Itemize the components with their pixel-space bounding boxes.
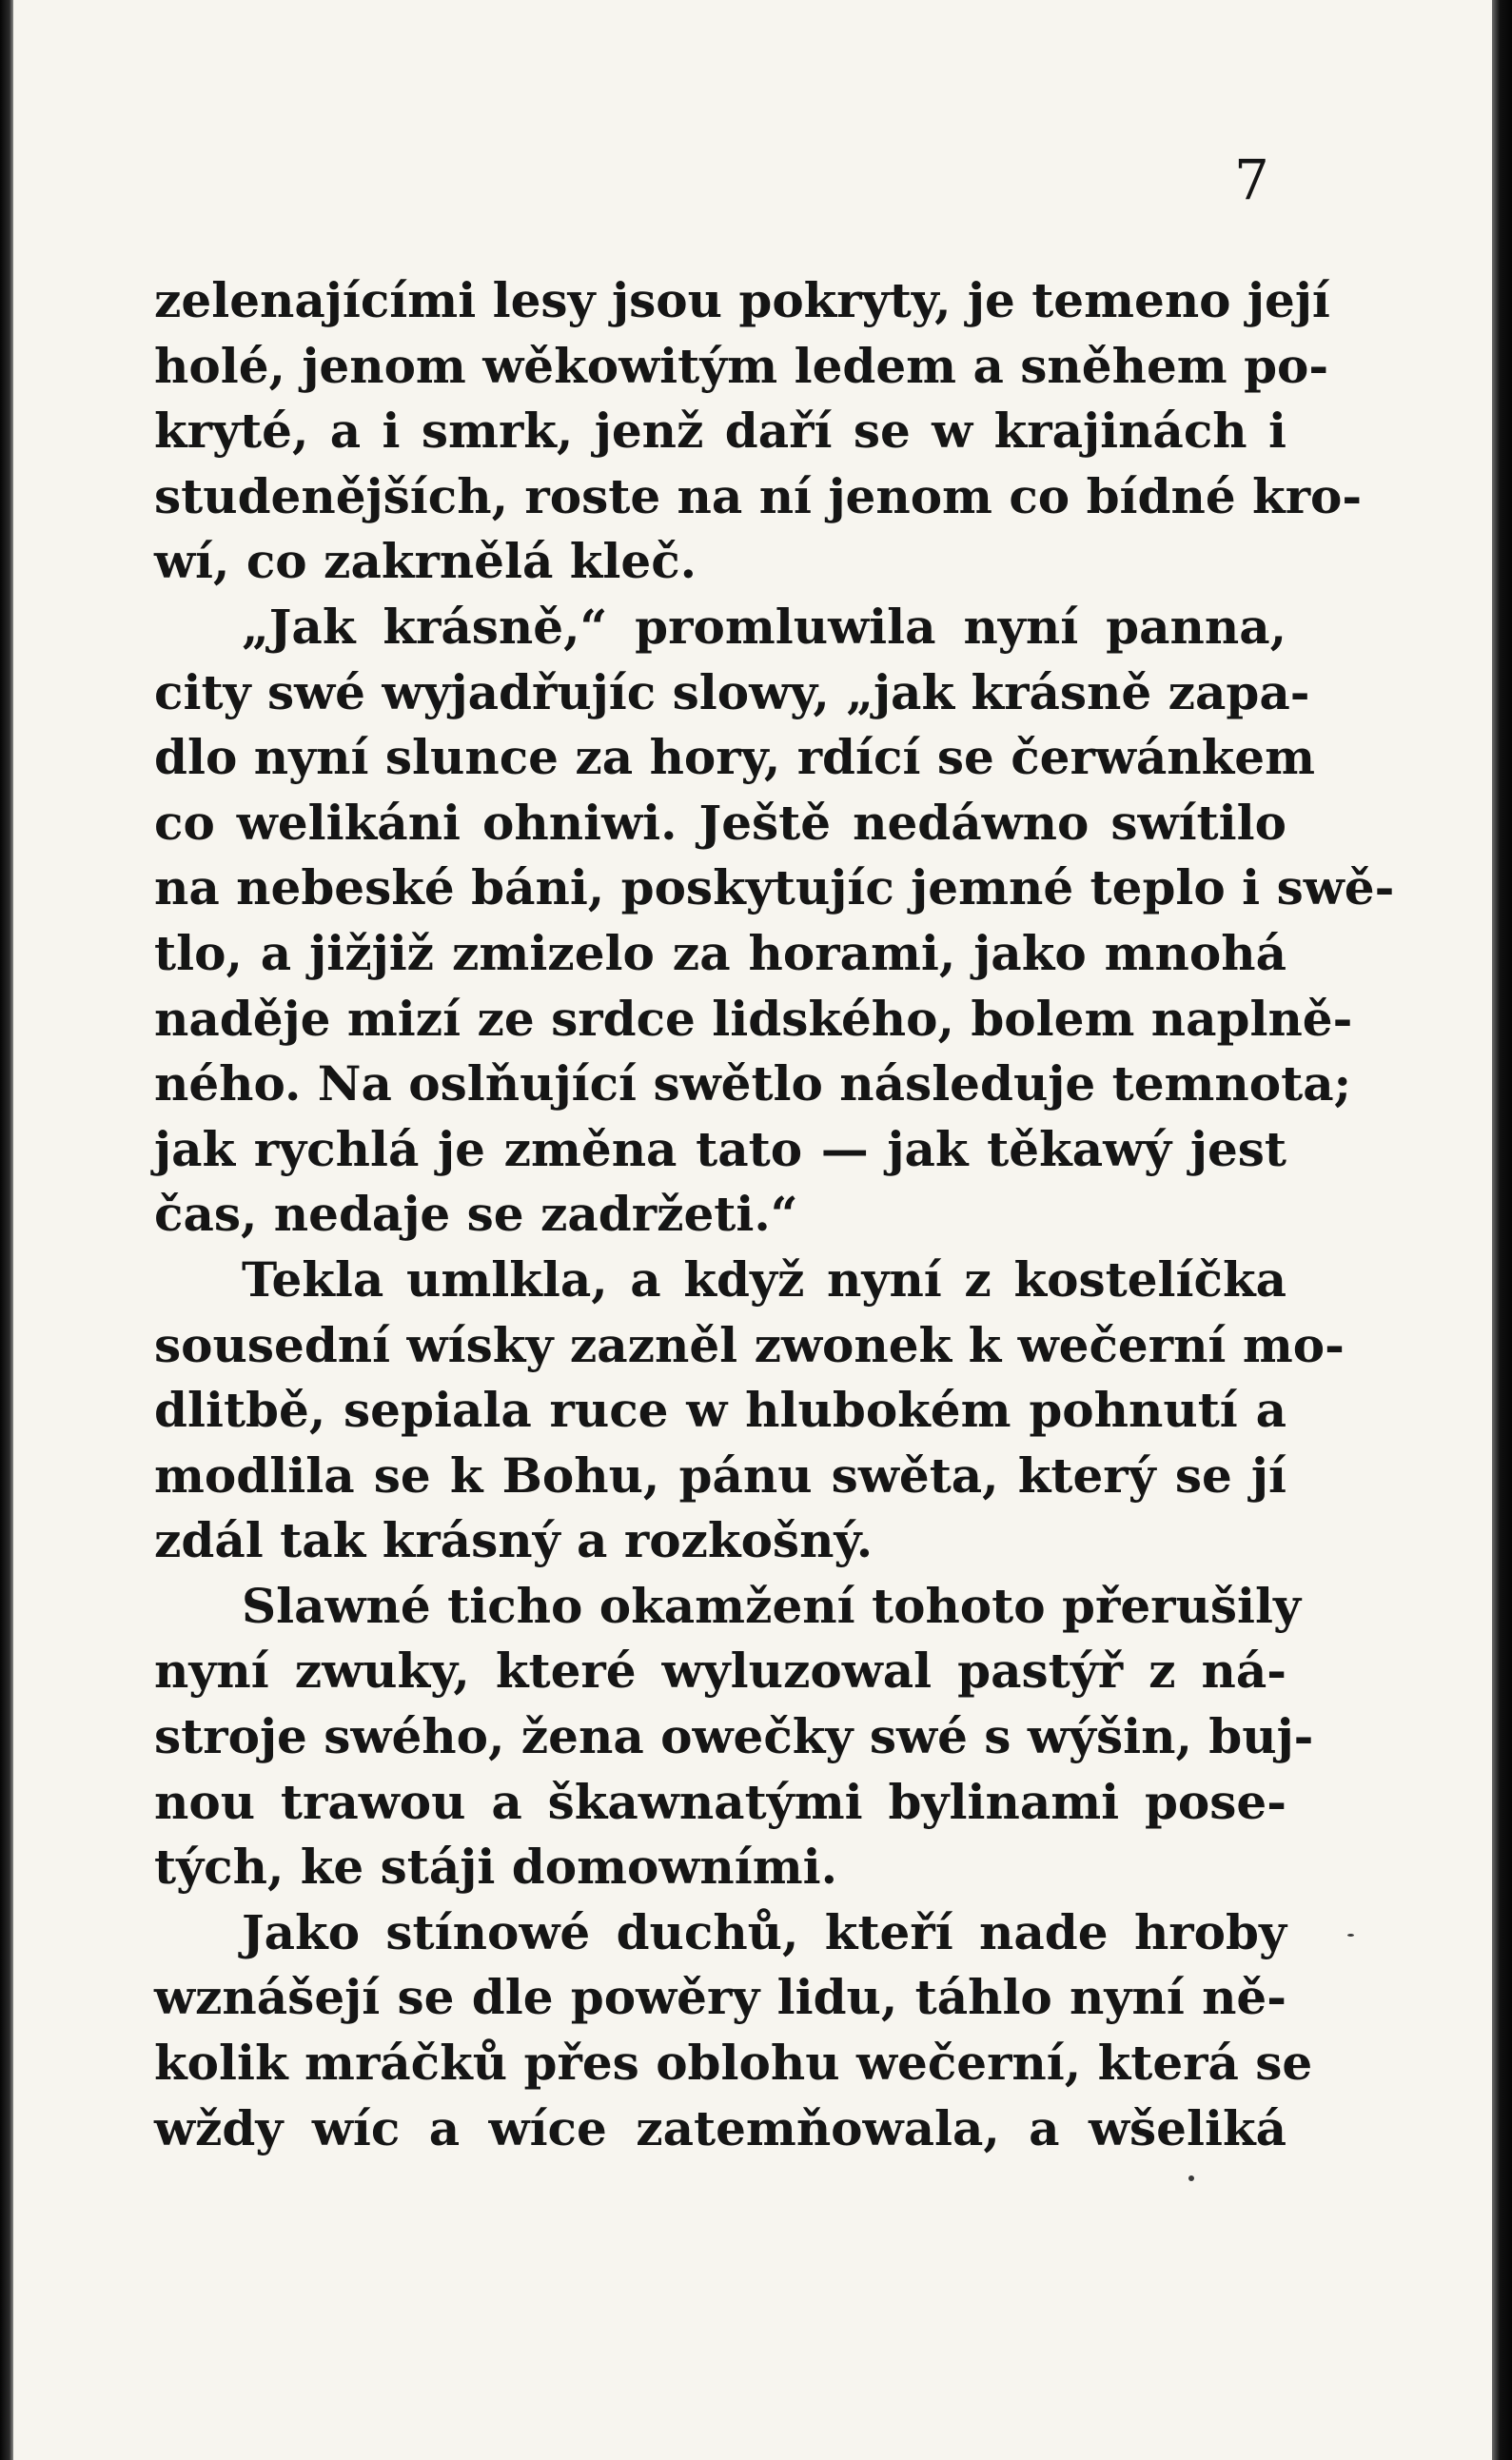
text-line: Tekla umlkla, a když nyní z kostelíčka <box>242 1250 1286 1308</box>
text-line: čas, nedaje se zadržeti.“ <box>154 1186 798 1243</box>
text-line: ného. Na oslňující swětlo následuje temnota; <box>154 1055 1352 1112</box>
page-number: 7 <box>1234 148 1269 212</box>
text-line: stroje swého, žena owečky swé s wýšin, buj- <box>154 1708 1314 1765</box>
text-line: wždy wíc a wíce zatemňowala, a wšeliká <box>154 2099 1286 2156</box>
text-line: nyní zwuky, které wyluzowal pastýř z ná- <box>154 1643 1286 1700</box>
text-line: nou trawou a škawnatými bylinami pose- <box>154 1773 1286 1830</box>
text-line: na nebeské báni, poskytujíc jemné teplo i swě- <box>154 859 1395 916</box>
text-line: dlitbě, sepiala ruce w hlubokém pohnutí a <box>154 1382 1286 1439</box>
text-line: holé, jenom wěkowitým ledem a sněhem po- <box>154 337 1329 394</box>
text-line: modlila se k Bohu, pánu swěta, který se jí <box>154 1446 1286 1504</box>
text-line: studenějších, roste na ní jenom co bídné kro- <box>154 467 1363 524</box>
text-line: tých, ke stáji domowními. <box>154 1839 838 1896</box>
text-line: jak rychlá je změna tato — jak těkawý jest <box>154 1120 1286 1177</box>
scan-edge-left <box>0 0 13 2460</box>
scan-edge-right <box>1492 0 1512 2460</box>
text-line: dlo nyní slunce za hory, rdící se čerwánkem <box>154 729 1315 786</box>
text-line: Slawné ticho okamžení tohoto přerušily <box>242 1577 1302 1634</box>
text-line: sousední wísky zazněl zwonek k wečerní mo- <box>154 1316 1345 1373</box>
text-line: kolik mráčků přes oblohu wečerní, která se <box>154 2035 1313 2092</box>
text-line: „Jak krásně,“ promluwila nyní panna, <box>242 598 1286 655</box>
book-page <box>13 0 1492 2460</box>
text-line: wznášejí se dle powěry lidu, táhlo nyní ně- <box>154 1969 1286 2026</box>
text-line: co welikáni ohniwi. Ještě nedáwno swítilo <box>154 794 1286 851</box>
text-line: tlo, a jižjiž zmizelo za horami, jako mnohá <box>154 924 1286 981</box>
print-speck <box>1347 1934 1354 1937</box>
text-line: kryté, a i smrk, jenž daří se w krajinách i <box>154 403 1286 460</box>
text-line: naděje mizí ze srdce lidského, bolem naplně- <box>154 990 1353 1047</box>
text-line: zelenajícími lesy jsou pokryty, je temeno její <box>154 272 1330 328</box>
text-line: Jako stínowé duchů, kteří nade hroby <box>242 1903 1286 1960</box>
text-line: wí, co zakrnělá kleč. <box>154 533 697 590</box>
print-speck <box>1188 2175 1194 2181</box>
text-line: zdál tak krásný a rozkošný. <box>154 1512 874 1569</box>
text-line: city swé wyjadřujíc slowy, „jak krásně zapa- <box>154 663 1310 720</box>
body-text <box>154 268 1395 2161</box>
